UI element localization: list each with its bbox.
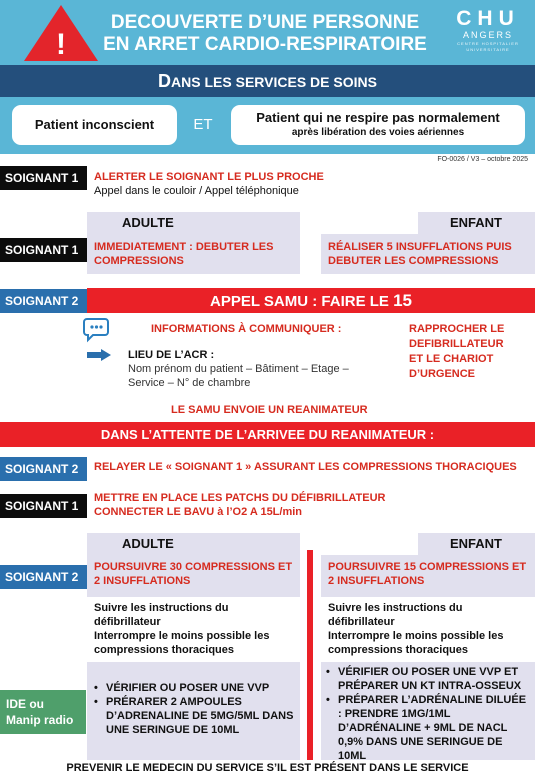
context-bar	[0, 65, 535, 97]
bring-defib-line-2: DEFIBRILLATEUR	[409, 338, 504, 350]
alert-nearest-staff: ALERTER LE SOIGNANT LE PLUS PROCHE	[94, 171, 324, 183]
speech-bubble-icon	[83, 317, 113, 343]
title-line-2: EN ARRET CARDIO-RESPIRATOIRE	[103, 34, 427, 55]
adult-header-continue: ADULTE	[87, 533, 300, 555]
page-title	[100, 12, 430, 56]
tag-soignant-2: SOIGNANT 2	[0, 457, 87, 481]
acr-location-label: LIEU DE L’ACR :	[128, 349, 215, 361]
warning-icon	[22, 3, 100, 63]
logo-city: ANGERS	[462, 30, 513, 40]
ide-adult-list	[94, 681, 294, 737]
acr-location-line-2: Service – N° de chambre	[128, 377, 251, 389]
conditions-row	[0, 97, 535, 154]
tag-soignant-2: SOIGNANT 2	[0, 289, 87, 313]
page-header	[0, 0, 535, 65]
adult-follow-line-1: Suivre les instructions du	[94, 602, 229, 614]
condition-not-breathing	[231, 105, 525, 145]
child-insufflations	[328, 240, 512, 268]
bavu-line: CONNECTER LE BAVU à l’O2 A 15L/min	[94, 506, 303, 518]
ide-label: IDE ou	[6, 697, 44, 711]
tag-soignant-2: SOIGNANT 2	[0, 565, 87, 589]
child-insufflations-line-1: RÉALISER 5 INSUFFLATIONS PUIS	[328, 241, 512, 253]
adult-cycles-line-2: 2 INSUFFLATIONS	[94, 575, 191, 587]
call-samu-banner	[87, 288, 535, 313]
document-reference: FO-0026 / V3 – octobre 2025	[437, 156, 528, 163]
bring-defibrillator	[409, 322, 504, 382]
chu-logo	[448, 8, 528, 53]
list-item: • PRÉRARER 2 AMPOULES D’ADRENALINE DE 5MG/5ML DANS UNE SERINGUE DE 10ML	[94, 695, 294, 737]
arrow-right-icon	[87, 349, 111, 361]
child-minimize-line-1: Interrompre le moins possible les	[328, 630, 504, 642]
samu-number: 15	[393, 291, 412, 310]
defib-patches-bavu	[94, 491, 386, 519]
condition-not-breathing-title: Patient qui ne respire pas normalement	[256, 110, 500, 125]
footer-note: PREVENIR LE MEDECIN DU SERVICE S’IL EST PRÉSENT DANS LE SERVICE	[66, 762, 469, 774]
alert-method: Appel dans le couloir / Appel téléphonique	[94, 185, 299, 197]
defib-patches-line: METTRE EN PLACE LES PATCHS DU DÉFIBRILLATEUR	[94, 492, 386, 504]
child-header-continue: ENFANT	[418, 533, 535, 555]
relay-compressions: RELAYER LE « SOIGNANT 1 » ASSURANT LES COMPRESSIONS THORACIQUES	[94, 461, 517, 473]
adult-child-divider	[307, 550, 313, 760]
tag-soignant-1: SOIGNANT 1	[0, 494, 87, 518]
warning-mark: !	[56, 28, 66, 61]
adult-minimize-line-2: compressions thoraciques	[94, 644, 234, 656]
title-line-1: DECOUVERTE D’UNE PERSONNE	[110, 12, 420, 33]
child-insufflations-line-2: DEBUTER LES COMPRESSIONS	[328, 255, 499, 267]
samu-sends-reanimator: LE SAMU ENVOIE UN REANIMATEUR	[171, 404, 368, 416]
condition-not-breathing-note: après libération des voies aériennes	[291, 127, 465, 138]
adult-start-line-1: IMMEDIATEMENT : DEBUTER LES	[94, 241, 274, 253]
child-continue-cycles	[328, 560, 526, 588]
list-item: • VÉRIFIER OU POSER UNE VVP ET PRÉPARER UN KT INTRA-OSSEUX	[326, 665, 530, 693]
bring-defib-line-4: D’URGENCE	[409, 368, 476, 380]
child-cycles-line-2: 2 INSUFFLATIONS	[328, 575, 425, 587]
ide-child-list	[326, 665, 530, 763]
logo-text: CHU	[456, 7, 520, 30]
info-to-communicate-title: INFORMATIONS À COMMUNIQUER :	[151, 323, 342, 335]
acr-location-line-1: Nom prénom du patient – Bâtiment – Etage –	[128, 363, 349, 375]
manip-radio-label: Manip radio	[6, 713, 74, 727]
adult-header: ADULTE	[87, 212, 300, 234]
tag-soignant-1: SOIGNANT 1	[0, 166, 87, 190]
list-item: • VÉRIFIER OU POSER UNE VVP	[94, 681, 294, 695]
adult-start-compressions	[94, 240, 273, 268]
context-initial: D	[158, 71, 172, 91]
child-follow-line-2: défibrillateur	[328, 616, 395, 628]
adult-continue-cycles	[94, 560, 292, 588]
adult-start-line-2: COMPRESSIONS	[94, 255, 184, 267]
adult-minimize-line-1: Interrompre le moins possible les	[94, 630, 270, 642]
child-follow-defib	[328, 601, 503, 657]
adult-follow-line-2: défibrillateur	[94, 616, 161, 628]
waiting-banner: DANS L’ATTENTE DE L’ARRIVEE DU REANIMATEUR :	[0, 422, 535, 447]
bring-defib-line-3: ET LE CHARIOT	[409, 353, 494, 365]
acr-location-details	[128, 362, 349, 390]
list-item: • PRÉPARER L’ADRÉNALINE DILUÉE : PRENDRE 1MG/1ML D’ADRÉNALINE + 9ML DE NACL 0,9% DANS UNE SERINGUE DE 10ML	[326, 693, 530, 763]
ide-radio-tag	[0, 690, 86, 734]
bring-defib-line-1: RAPPROCHER LE	[409, 323, 505, 335]
child-minimize-line-2: compressions thoraciques	[328, 644, 468, 656]
call-samu-text: APPEL SAMU : FAIRE LE	[210, 293, 394, 310]
child-cycles-line-1: POURSUIVRE 15 COMPRESSIONS ET	[328, 561, 527, 573]
context-rest: ANS LES SERVICES DE SOINS	[171, 74, 377, 90]
tag-soignant-1: SOIGNANT 1	[0, 238, 87, 262]
logo-tagline: CENTRE HOSPITALIER UNIVERSITAIRE	[457, 41, 519, 52]
child-follow-line-1: Suivre les instructions du	[328, 602, 463, 614]
adult-follow-defib	[94, 601, 269, 657]
child-header: ENFANT	[418, 212, 535, 234]
adult-cycles-line-1: POURSUIVRE 30 COMPRESSIONS ET	[94, 561, 293, 573]
condition-and: ET	[193, 116, 213, 133]
condition-unconscious: Patient inconscient	[12, 105, 177, 145]
